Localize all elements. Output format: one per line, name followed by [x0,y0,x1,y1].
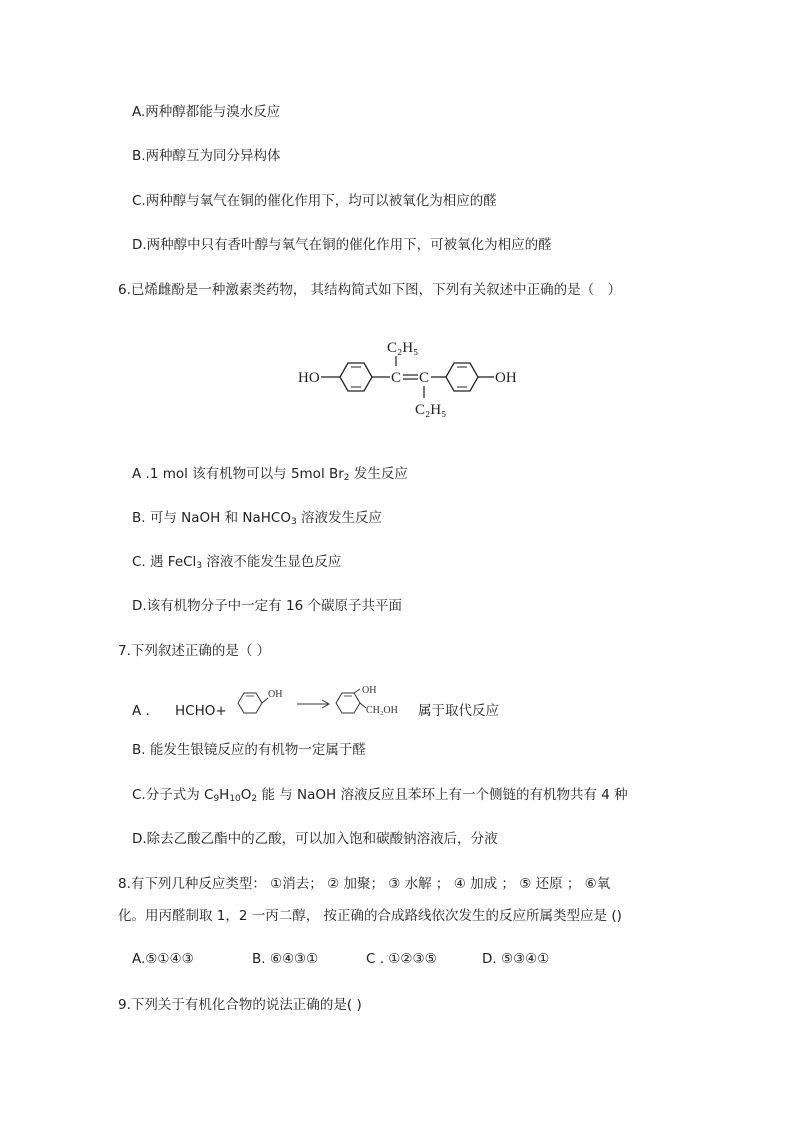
product-ch2oh-label: CH₂OH [366,705,398,716]
q7-stem: 7.下列叙述正确的是（ ） [118,643,271,659]
structure-oh-label: OH [495,370,517,386]
q8-stem-line2: 化。用丙醛制取 1，2 一丙二醇， 按正确的合成路线依次发生的反应所属类型应是 () [118,908,622,924]
q7-option-c: C.分子式为 $C_9H_{10}O_2$ 能 与 NaOH 溶液反应且苯环上有一个侧链的有机物共有 4 种 [132,787,628,804]
q5-option-d: D.两种醇中只有香叶醇与氧气在铜的催化作用下，可被氧化为相应的醛 [132,237,552,253]
q7-option-d: D.除去乙酸乙酯中的乙酸，可以加入饱和碳酸钠溶液后，分液 [132,831,498,847]
q7-option-a-tail: 属于取代反应 [418,703,499,719]
structure-c-left: C [391,370,402,386]
reactant-oh-label: OH [268,689,283,700]
q7-option-a-label: A . [132,703,150,719]
q9-stem: 9.下列关于有机化合物的说法正确的是( ) [118,997,362,1013]
q6-option-a: A .1 mol 该有机物可以与 5mol $Br_2$ 发生反应 [132,466,408,483]
q7-option-a-reagent: HCHO+ [175,703,227,719]
q6-option-b: B. 可与 NaOH 和 NaHCO$_3$ 溶液发生反应 [132,510,382,527]
q6-stem: 6.已烯雌酚是一种激素类药物， 其结构简式如下图，下列有关叙述中正确的是（ ） [118,282,622,298]
q5-option-a: A.两种醇都能与溴水反应 [132,104,281,120]
q8-option-d: D. ⑤③④① [482,951,550,967]
q8-stem-line1: 8.有下列几种反应类型： ①消去； ② 加聚； ③ 水解 ； ④ 加成 ； ⑤ 还原 ； ⑥氧 [118,876,611,892]
diethylstilbestrol-structure [290,330,530,426]
q8-option-c: C . ①②③⑤ [366,951,437,967]
phenol-reaction-scheme [232,680,417,722]
structure-ho-label: HO [298,370,320,386]
q8-option-a: A.⑤①④③ [132,951,194,967]
q5-option-c: C.两种醇与氧气在铜的催化作用下，均可以被氧化为相应的醛 [132,193,497,209]
q7-option-b: B. 能发生银镜反应的有机物一定属于醛 [132,742,366,758]
q5-option-b: B.两种醇互为同分异构体 [132,148,281,164]
q6-option-d: D.该有机物分子中一定有 16 个碳原子共平面 [132,598,402,614]
product-oh-label: OH [362,685,377,696]
structure-top-ethyl: C₂H₅ [387,340,419,356]
q6-option-c: C. 遇 FeCl$_3$ 溶液不能发生显色反应 [132,554,342,571]
structure-c-right: C [419,370,430,386]
q8-option-b: B. ⑥④③① [252,951,319,967]
structure-bottom-ethyl: C₂H₅ [415,402,447,418]
